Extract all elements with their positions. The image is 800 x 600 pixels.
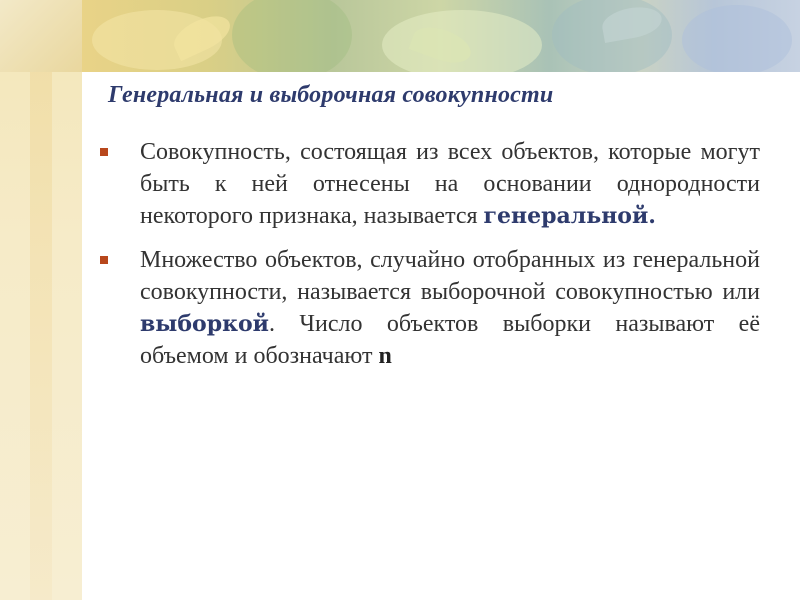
- decorative-stripe: [30, 0, 52, 600]
- decorative-header-banner: [82, 0, 800, 72]
- square-bullet-icon: [100, 148, 108, 156]
- banner-glow: [232, 0, 352, 72]
- bullet-item-general-population: [100, 136, 760, 232]
- slide-title: Генеральная и выборочная совокупности: [108, 82, 554, 108]
- banner-glow: [682, 5, 792, 72]
- decorative-left-band: [0, 0, 82, 600]
- highlighted-term: генеральной.: [483, 203, 656, 229]
- bullet-item-sample: [100, 244, 760, 372]
- square-bullet-icon: [100, 256, 108, 264]
- bullet-paragraph: [140, 244, 760, 372]
- paragraph-text: Совокупность, состоящая из всех объектов, которые могут быть к ней отнесены на основании однородности некоторого признака, называется: [140, 139, 760, 229]
- decorative-corner-tile: [0, 0, 82, 72]
- bullet-paragraph: [140, 136, 760, 232]
- sample-size-symbol: n: [378, 343, 392, 369]
- paragraph-text: . Число объектов выборки называют её объемом и обозначают: [140, 311, 760, 369]
- slide-content: [100, 136, 760, 384]
- highlighted-term: выборкой: [140, 311, 269, 337]
- paragraph-text: Множество объектов, случайно отобранных из генеральной совокупности, называется выборочной совокупностью или: [140, 247, 760, 305]
